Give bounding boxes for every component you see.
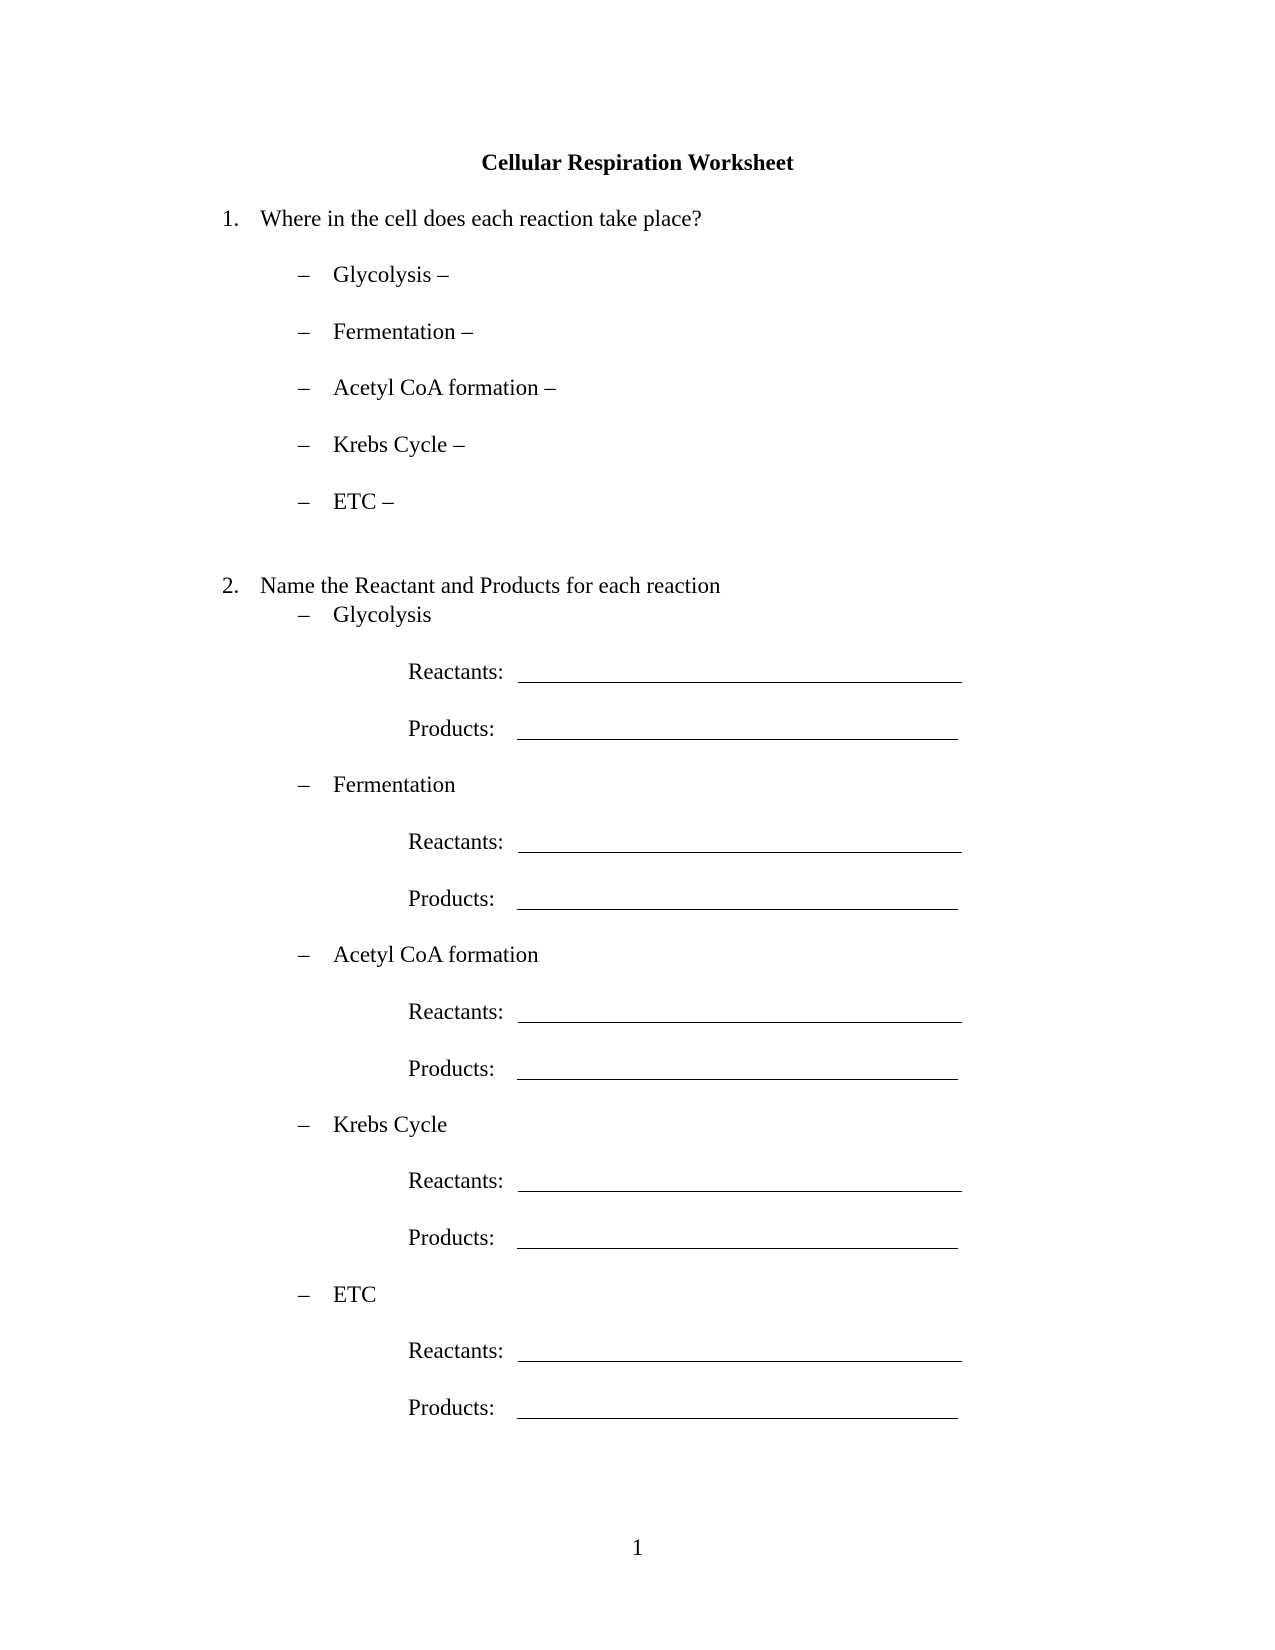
q1-item-glycolysis: Glycolysis – (333, 262, 449, 287)
reactants-answer-line[interactable] (518, 682, 962, 683)
reactants-answer-line[interactable] (518, 1022, 962, 1023)
reactants-label: Reactants: (408, 999, 504, 1024)
products-label: Products: (408, 716, 495, 741)
bullet-dash: – (298, 319, 310, 344)
products-label: Products: (408, 1225, 495, 1250)
products-answer-line[interactable] (517, 1418, 958, 1419)
bullet-dash: – (298, 432, 310, 457)
q1-item-krebs: Krebs Cycle – (333, 432, 465, 457)
reactants-label: Reactants: (408, 1338, 504, 1363)
q2-reaction-acetyl-coa: Acetyl CoA formation (333, 942, 539, 967)
products-answer-line[interactable] (517, 1079, 958, 1080)
products-answer-line[interactable] (517, 739, 958, 740)
bullet-dash: – (298, 942, 310, 967)
products-label: Products: (408, 1395, 495, 1420)
reactants-label: Reactants: (408, 1168, 504, 1193)
reactants-answer-line[interactable] (518, 852, 962, 853)
bullet-dash: – (298, 375, 310, 400)
reactants-answer-line[interactable] (518, 1191, 962, 1192)
products-label: Products: (408, 886, 495, 911)
question-2-number: 2. (222, 573, 240, 598)
question-1-text: Where in the cell does each reaction take place? (260, 206, 702, 231)
reactants-label: Reactants: (408, 829, 504, 854)
bullet-dash: – (298, 602, 310, 627)
q2-reaction-etc: ETC (333, 1282, 377, 1307)
question-2-text: Name the Reactant and Products for each reaction (260, 573, 721, 598)
question-1-number: 1. (222, 206, 240, 231)
page-title: Cellular Respiration Worksheet (481, 150, 794, 175)
page-number: 1 (631, 1535, 644, 1560)
q2-reaction-glycolysis: Glycolysis (333, 602, 432, 627)
products-label: Products: (408, 1056, 495, 1081)
q2-reaction-fermentation: Fermentation (333, 772, 456, 797)
bullet-dash: – (298, 1112, 310, 1137)
q1-item-acetyl-coa: Acetyl CoA formation – (333, 375, 556, 400)
reactants-label: Reactants: (408, 659, 504, 684)
bullet-dash: – (298, 262, 310, 287)
bullet-dash: – (298, 772, 310, 797)
q1-item-etc: ETC – (333, 489, 394, 514)
products-answer-line[interactable] (517, 909, 958, 910)
bullet-dash: – (298, 489, 310, 514)
q1-item-fermentation: Fermentation – (333, 319, 473, 344)
reactants-answer-line[interactable] (518, 1361, 962, 1362)
q2-reaction-krebs: Krebs Cycle (333, 1112, 448, 1137)
bullet-dash: – (298, 1282, 310, 1307)
products-answer-line[interactable] (517, 1248, 958, 1249)
